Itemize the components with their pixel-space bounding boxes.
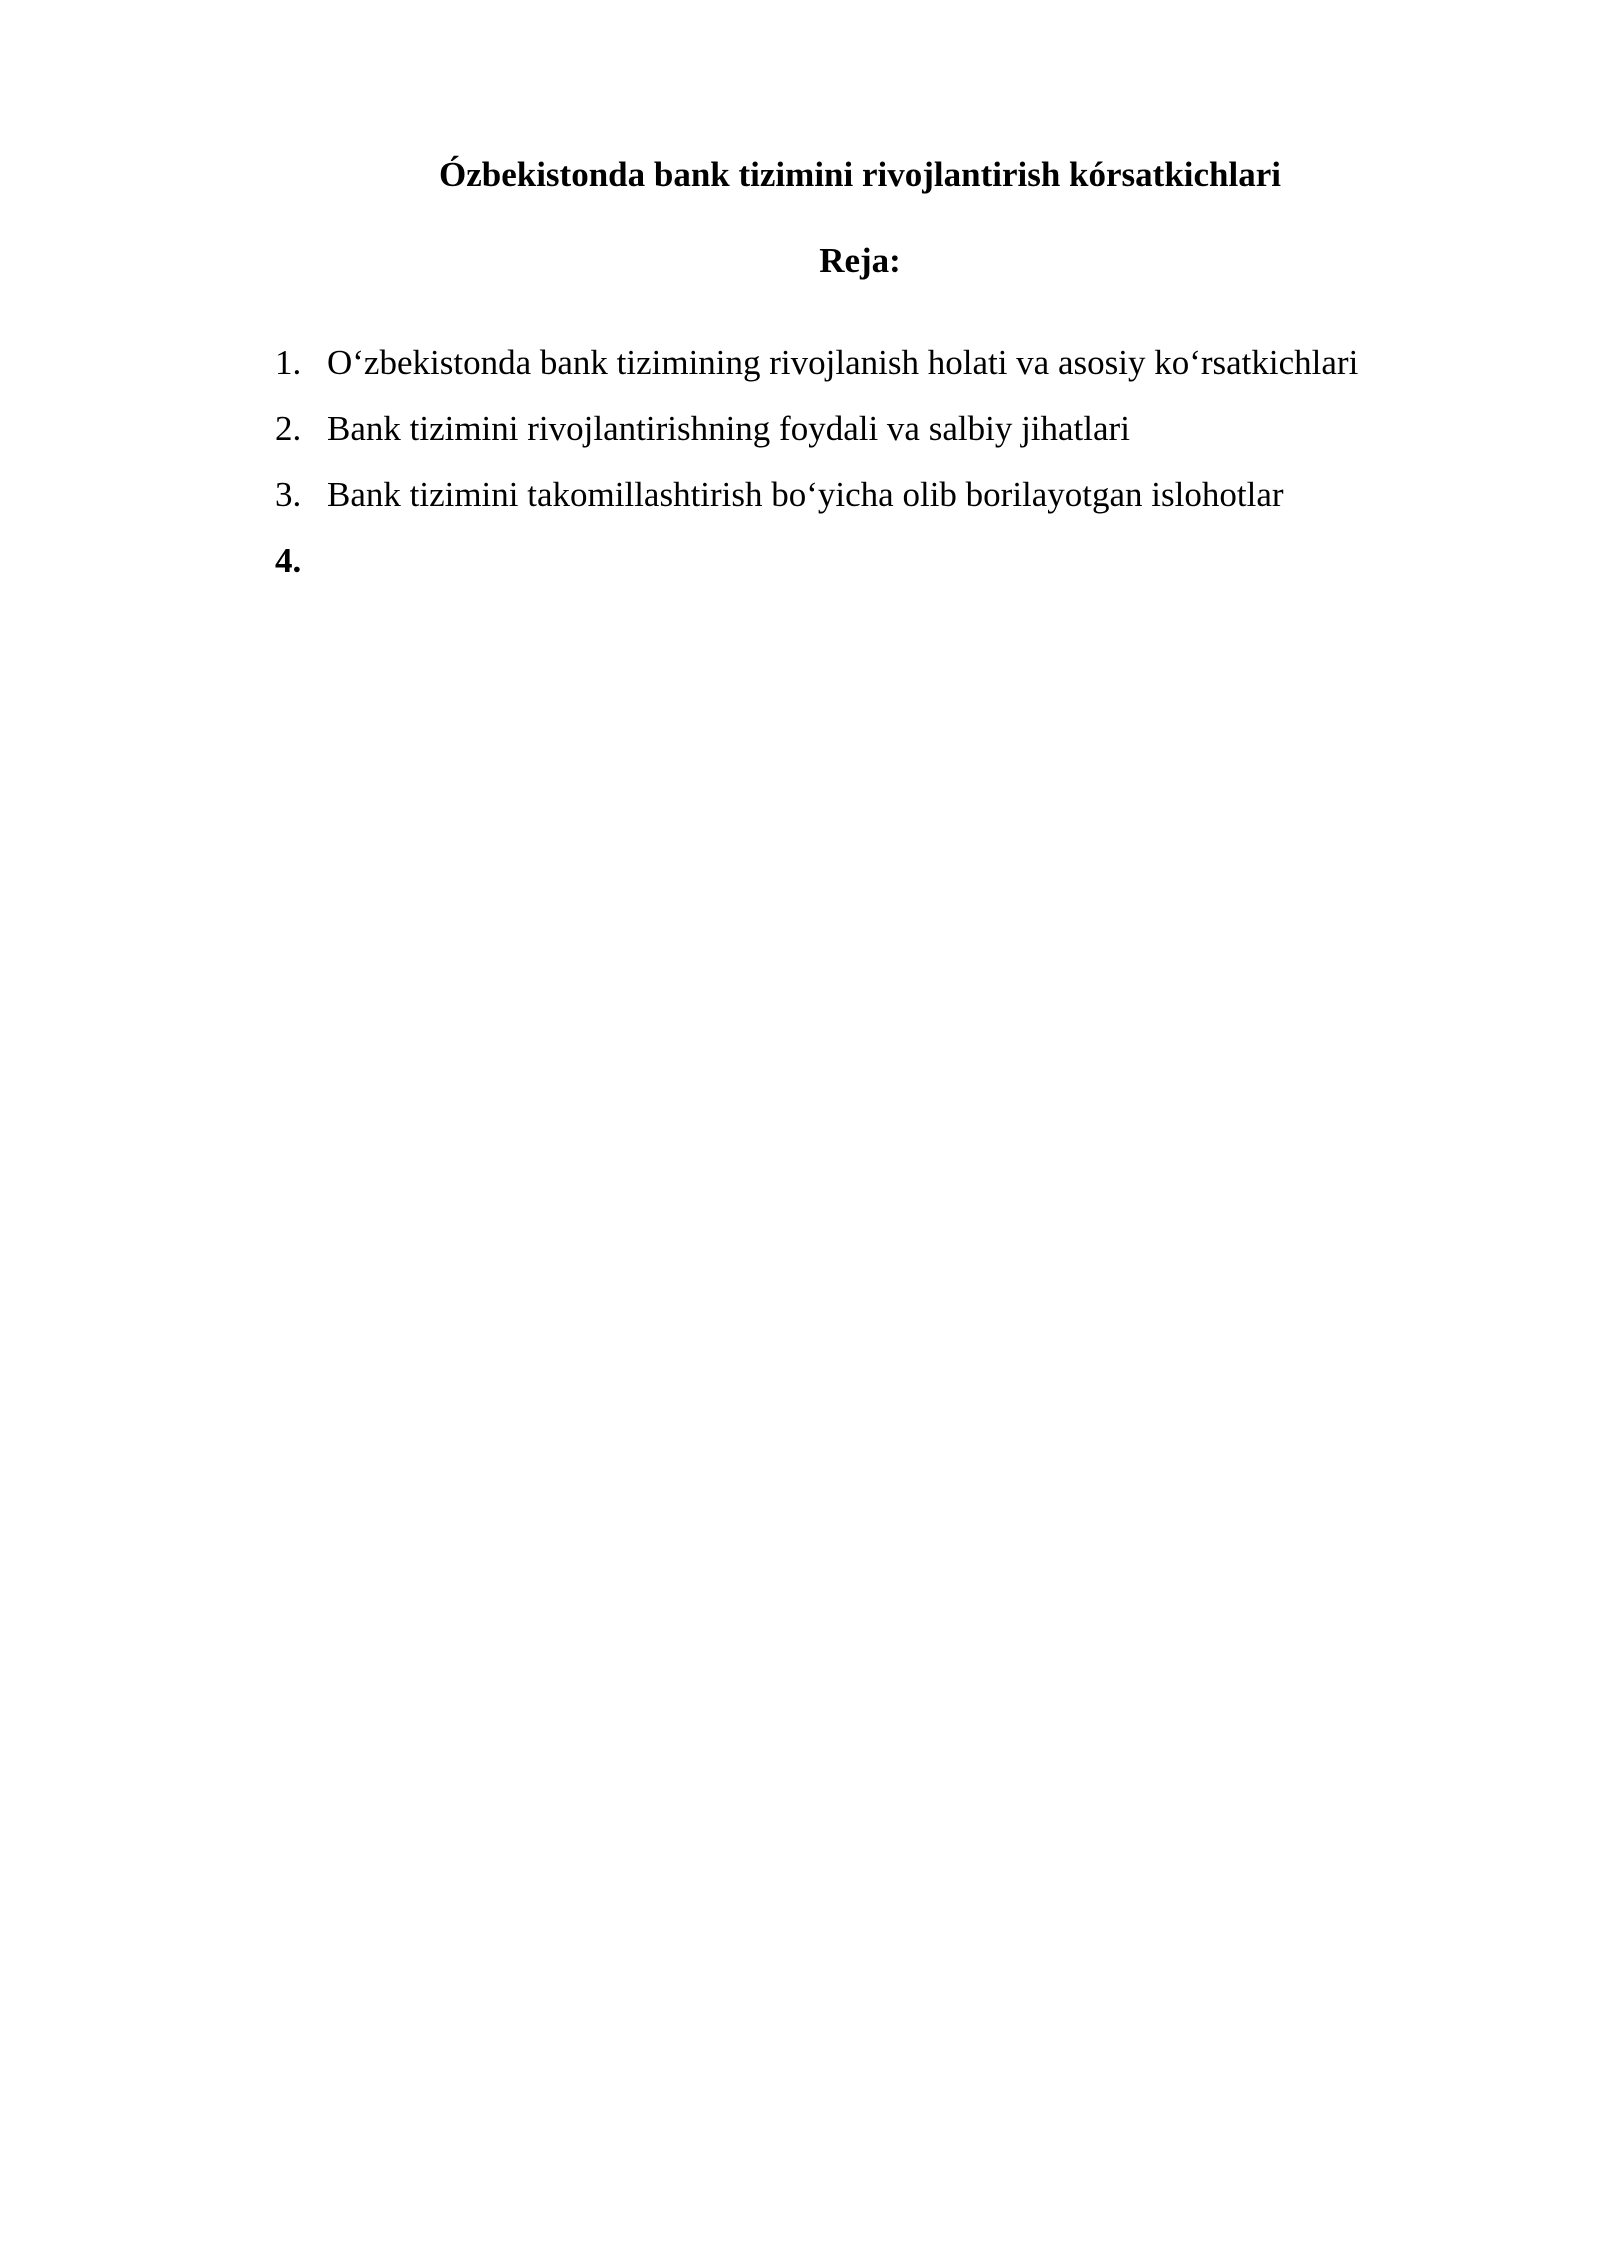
list-item [275,338,1358,404]
document-title: Ózbekistonda bank tizimini rivojlantirish kórsatkichlari [438,155,1282,194]
list-item-number: 3. [275,475,302,514]
list-item-text: Bank tizimini rivojlantirishning foydali va salbiy jihatlari [327,409,1130,448]
list-item-number: 2. [275,409,302,448]
list-item [275,536,1358,602]
list-item-number: 1. [275,343,302,382]
list-item-text: O‘zbekistonda bank tizimining rivojlanish holati va asosiy ko‘rsatkichlari [327,343,1359,382]
list-item [275,404,1358,470]
plan-heading: Reja: [819,241,901,280]
list-item [275,470,1358,536]
list-item-number: 4. [275,541,302,580]
plan-list [275,338,1358,602]
list-item-text: Bank tizimini takomillashtirish bo‘yicha olib borilayotgan islohotlar [327,475,1284,514]
